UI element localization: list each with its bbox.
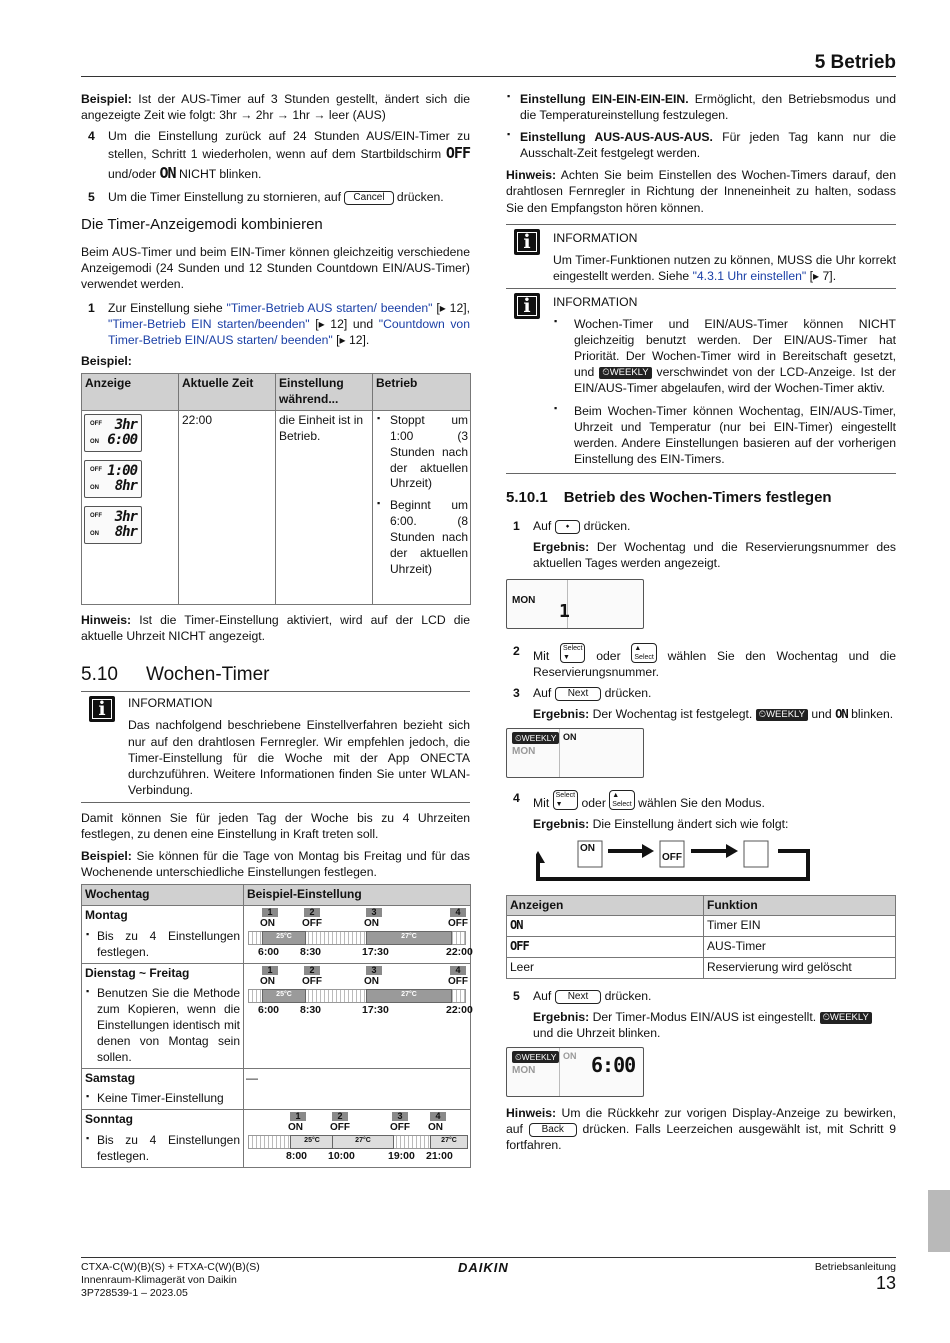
setting-during: die Einheit ist in Betrieb. (276, 411, 373, 605)
right-column (506, 91, 896, 1153)
on-segment (332, 1135, 394, 1149)
slot-number: 3 (366, 908, 382, 917)
th-betrieb: Betrieb (373, 374, 471, 411)
heading-5-10-1: 5.10.1 Betrieb des Wochen-Timers festlegen (506, 488, 832, 506)
weekday-row (82, 963, 471, 1068)
select-down-key[interactable]: Select ▼ (560, 643, 585, 663)
mode-row (507, 937, 896, 958)
bullet-aus: ▪ Einstellung AUS-AUS-AUS-AUS. Für jeden Tag kann nur die Ausschalt-Zeit festgelegt werden. (506, 129, 896, 161)
r-step-1-result: Ergebnis: Der Wochentag und die Reservierungsnummer des aktuellen Tages werden angezeigt. (533, 539, 896, 570)
cycle-off: OFF (662, 851, 682, 863)
mode-row (507, 916, 896, 937)
r-step-3: 3 Auf Next drücken. (513, 686, 652, 701)
r-step-4: 4 Mit Select ▼ oder ▲ Select wählen Sie den Modus. (513, 791, 765, 811)
step-5: 5 Um die Timer Einstellung zu stornieren, auf Cancel drücken. (88, 189, 444, 204)
slot-time: 8:30 (300, 1003, 322, 1016)
weekly-icon: ⏲WEEKLY (820, 1012, 872, 1024)
slot-mode: OFF (302, 975, 322, 987)
temp-label: 25°C (276, 990, 292, 998)
lcd-off-value: 1:00 (107, 463, 137, 480)
select-up-key[interactable]: ▲ Select (609, 790, 634, 810)
slot-time: 21:00 (426, 1150, 453, 1163)
page-number: 13 (875, 1273, 896, 1294)
divider (506, 473, 896, 474)
slot-time: 6:00 (258, 1003, 280, 1016)
current-time: 22:00 (179, 411, 276, 605)
lcd-display-3 (84, 506, 142, 544)
footer-left: CTXA-C(W)(B)(S) + FTXA-C(W)(B)(S) Innenraum-Klimagerät von Daikin 3P728539-1 – 2023.05 (81, 1261, 260, 1300)
lcd-column (82, 411, 179, 605)
slot-number: 3 (392, 1112, 408, 1121)
betrieb-start: ▪ Beginnt um 6:00. (8 Stunden nach der aktuellen Uhrzeit) (376, 498, 468, 577)
weekday-name: Dienstag ~ Freitag (85, 965, 190, 980)
link-uhr-einstellen[interactable]: "4.3.1 Uhr einstellen" (692, 268, 807, 283)
on-segment (290, 1135, 334, 1149)
slot-number: 4 (450, 908, 466, 917)
section-5-10-heading: 5.10 Wochen-Timer (81, 664, 270, 686)
on-segment (366, 931, 452, 945)
slot-mode: ON (364, 918, 379, 930)
info-box-1: i INFORMATION Das nachfolgend beschriebene Einstellverfahren bezieht sich nur auf den drahtlosen Fernregler. Wir empfehlen jedoch, die Timer-Einstellung für die Woche mit der App ONECTA durchzuführen. Weitere Informationen finden Sie unter WLAN-Verbindung. (81, 692, 470, 802)
slot-mode: OFF (390, 1122, 410, 1134)
slot-time: 22:00 (446, 1003, 473, 1016)
timer-bar-example (246, 907, 473, 960)
hinweis-1: Hinweis: Ist die Timer-Einstellung aktiviert, wird auf der LCD die aktuelle Uhrzeit NICHT angezeigt. (81, 613, 470, 644)
th-anzeige: Anzeige (82, 374, 179, 411)
info-box-3: i INFORMATION ▪ Wochen-Timer und EIN/AUS-Timer können NICHT gleichzeitig benutzt werden. Der EIN/AUS-Timer hat Priorität. Der Wochen-Timer wird in Bereitschaft gesetzt, und ⏲WEEKLY verschwindet von der LCD-Anzeige. Ist der EIN/AUS-Timer abgelaufen, wird der Wochen-Timer aktiv. ▪ Beim Wochen-Timer können Wochentag, EIN/AUS-Timer, Uhrzeit und Temperatur (nur bei EIN-Timer) eingestellt werden. Andere Einstellungen basieren auf der vorherigen Einstellung des EIN-Timers. (506, 289, 896, 473)
slot-mode: ON (260, 975, 275, 987)
timer-bar-example (246, 1112, 468, 1164)
slot-mode: OFF (302, 918, 322, 930)
mode-function: AUS-Timer (704, 937, 896, 958)
on-indicator: ON (159, 164, 176, 183)
temp-label: 25°C (276, 933, 292, 941)
slot-number: 1 (262, 908, 278, 917)
heading-combine-modes: Die Timer-Anzeigemodi kombinieren (81, 215, 323, 233)
slot-mode: ON (364, 975, 379, 987)
weekday-name: Montag (85, 908, 128, 923)
slot-time: 6:00 (258, 946, 280, 959)
weekday-row (82, 1110, 471, 1167)
left-column (81, 91, 473, 1168)
mode-cycle-diagram (506, 839, 896, 889)
chapter-tab (928, 1190, 950, 1252)
on-segment (262, 989, 306, 1003)
lcd-mon-3: ⏲WEEKLY ON 6:00 MON (506, 1047, 896, 1099)
slot-time: 17:30 (362, 946, 389, 959)
info-box-2: i INFORMATION Um Timer-Funktionen nutzen zu können, MUSS die Uhr korrekt eingestellt werden. Siehe "4.3.1 Uhr einstellen" [▸ 7]. (506, 225, 896, 288)
example-paragraph-1: Beispiel: Ist der AUS-Timer auf 3 Stunden gestellt, ändert sich die angezeigte Zeit wie folgt: 3hr → 2hr → 1hr → leer (AUS) (81, 92, 470, 123)
link-countdown[interactable]: "Countdown von Timer-Betrieb EIN/AUS starten/ beenden" (108, 317, 470, 348)
divider (81, 802, 470, 803)
th-zeit: Aktuelle Zeit (179, 374, 276, 411)
slot-mode: ON (428, 1122, 443, 1134)
next-key: Next (555, 687, 602, 701)
link-timer-aus[interactable]: "Timer-Betrieb AUS starten/ beenden" (226, 301, 433, 316)
timer-bar-example (246, 964, 473, 1018)
no-setting-dash: — (244, 1068, 471, 1110)
step-1-refs: 1 Zur Einstellung siehe "Timer-Betrieb AUS starten/ beenden" [▸ 12], "Timer-Betrieb EIN starten/beenden" [▸ 12] und "Countdown von Timer-Betrieb EIN/AUS starten/ beenden" [▸ 12]. (88, 301, 471, 348)
slot-time: 19:00 (388, 1150, 415, 1163)
weekday-desc: ▪ Bis zu 4 Einstellungen festlegen. (85, 929, 240, 961)
footer-right: Betriebsanleitung 13 (814, 1261, 896, 1294)
mode-display: Leer (507, 958, 704, 979)
hinweis-2: Hinweis: Achten Sie beim Einstellen des Wochen-Timers darauf, den drahtlosen Fernregler in Richtung der Inneneinheit zu halten, sodass Sie den Empfangston hören können. (506, 168, 896, 215)
weekday-name: Samstag (85, 1070, 136, 1085)
lcd-display-1 (84, 414, 142, 452)
th-einstellung: Einstellung während... (276, 374, 373, 411)
temp-label: 25°C (304, 1137, 320, 1145)
th-beispiel: Beispiel-Einstellung (244, 885, 471, 906)
slot-time: 22:00 (446, 946, 473, 959)
select-up-key[interactable]: ▲ Select (631, 643, 656, 663)
mode-function: Timer EIN (704, 916, 896, 937)
slot-mode: OFF (330, 1122, 350, 1134)
lcd-on-label: ON (90, 439, 99, 446)
section-title: 5 Betrieb (814, 52, 896, 73)
on-segment (262, 931, 306, 945)
on-segment (430, 1135, 468, 1149)
step-4: 4 Um die Einstellung zurück auf 24 Stunden AUS/EIN-Timer zu stellen, Schritt 1 wiederholen, wenn auf dem Startbildschirm OFF und/oder ON NICHT blinken. (88, 129, 470, 183)
lcd-on-value: 8hr (114, 524, 137, 541)
temp-label: 27°C (401, 990, 417, 998)
weekly-example-table (81, 884, 471, 1167)
info-icon (514, 229, 540, 255)
slot-time: 8:30 (300, 946, 322, 959)
lcd-off-value: 3hr (114, 509, 137, 526)
weekly-icon: ⏲WEEKLY (756, 709, 808, 721)
display-mode-table (81, 373, 471, 605)
temp-label: 27°C (401, 933, 417, 941)
mode-function: Reservierung wird gelöscht (704, 958, 896, 979)
cancel-key: Cancel (344, 191, 393, 205)
lcd-on-label: ON (90, 485, 99, 492)
slot-number: 2 (304, 966, 320, 975)
slot-time: 17:30 (362, 1003, 389, 1016)
weekly-icon: ⏲WEEKLY (599, 367, 651, 379)
bullet-ein: ▪ Einstellung EIN-EIN-EIN-EIN. Ermöglicht, den Betriebsmodus und die Temperatureinstellung festzulegen. (506, 91, 896, 123)
header-divider (81, 76, 896, 77)
on-segment (366, 989, 452, 1003)
r-step-2: 2 Mit Select ▼ oder ▲ Select wählen Sie den Wochentag und die Reservierungsnummer. (513, 643, 896, 680)
back-key: Back (529, 1123, 577, 1137)
lcd-on-label: ON (90, 531, 99, 538)
slot-time: 10:00 (328, 1150, 355, 1163)
th-wochentag: Wochentag (82, 885, 244, 906)
temp-label: 27°C (441, 1137, 457, 1145)
slot-mode: OFF (448, 918, 468, 930)
combine-paragraph: Beim AUS-Timer und beim EIN-Timer können gleichzeitig verschiedene Anzeigemodi (24 Sunden und 12 Stunden Countdown EIN/AUS-Timer) verwendet werden. (81, 244, 470, 291)
weekday-row (82, 1068, 471, 1110)
select-down-key[interactable]: Select ▼ (553, 790, 578, 810)
mode-function-table: Anzeigen Funktion ON Timer EIN OFF AUS-Timer Leer Reservierung wird gelöscht (506, 895, 896, 979)
weekday-row (82, 906, 471, 963)
slot-number: 4 (450, 966, 466, 975)
hinweis-3: Hinweis: Um die Rückkehr zur vorigen Display-Anzeige zu bewirken, auf Back drücken. Falls Leerzeichen ausgewählt ist, mit Schritt 9 fortfahren. (506, 1106, 896, 1153)
slot-number: 3 (366, 966, 382, 975)
lcd-mon-2: ⏲WEEKLY ON MON (506, 728, 896, 780)
weekday-desc: ▪ Bis zu 4 Einstellungen festlegen. (85, 1133, 240, 1165)
betrieb-stop: ▪ Stoppt um 1:00 (3 Stunden nach der aktuellen Uhrzeit) (376, 413, 468, 492)
lcd-display-2 (84, 460, 142, 498)
r-step-3-result: Ergebnis: Der Wochentag ist festgelegt. ⏲WEEKLY und ON blinken. (533, 707, 894, 722)
off-indicator: OFF (445, 144, 470, 163)
weekly-timer-key-icon: ⬩ (555, 520, 581, 534)
info-icon (514, 293, 540, 319)
slot-number: 2 (304, 908, 320, 917)
mode-display: OFF (507, 937, 704, 958)
lcd-off-label: OFF (90, 467, 102, 474)
lcd-mon-1: MON 1 (506, 579, 896, 633)
lcd-on-value: 8hr (114, 478, 137, 495)
temp-label: 27°C (355, 1137, 371, 1145)
link-timer-ein[interactable]: "Timer-Betrieb EIN starten/beenden" (108, 317, 310, 332)
cycle-on: ON (580, 842, 595, 854)
r-step-5-result: Ergebnis: Der Timer-Modus EIN/AUS ist eingestellt. ⏲WEEKLY und die Uhrzeit blinken. (506, 1009, 896, 1041)
footer-divider (81, 1257, 896, 1258)
example-label-2: Beispiel: (81, 354, 132, 369)
weekday-desc: ▪ Keine Timer-Einstellung (85, 1091, 240, 1107)
slot-number: 1 (262, 966, 278, 975)
r-step-1: 1 Auf ⬩ drücken. (513, 518, 631, 533)
mode-display: ON (507, 916, 704, 937)
slot-mode: ON (288, 1122, 303, 1134)
slot-number: 2 (332, 1112, 348, 1121)
info-icon (89, 696, 115, 722)
slot-mode: OFF (448, 975, 468, 987)
mode-row (507, 958, 896, 979)
lcd-off-value: 3hr (114, 417, 137, 434)
slot-number: 4 (430, 1112, 446, 1121)
slot-number: 1 (290, 1112, 306, 1121)
lcd-off-label: OFF (90, 421, 102, 428)
example-paragraph-3: Beispiel: Sie können für die Tage von Montag bis Freitag und für das Wochenende unterschiedliche Einstellungen festlegen. (81, 849, 470, 880)
r-step-4-result: Ergebnis: Die Einstellung ändert sich wie folgt: (533, 817, 789, 832)
r-step-5: 5 Auf Next drücken. (513, 988, 652, 1003)
slot-mode: ON (260, 918, 275, 930)
lcd-on-value: 6:00 (107, 432, 137, 449)
next-key: Next (555, 990, 602, 1004)
weekday-desc: ▪ Benutzen Sie die Methode zum Kopieren, wenn die Einstellungen identisch mit denen von Montag sein sollen. (85, 986, 240, 1065)
slot-time: 8:00 (286, 1150, 308, 1163)
woche-paragraph: Damit können Sie für jeden Tag der Woche bis zu 4 Uhrzeiten festlegen, zu denen eine Einstellung in Kraft treten soll. (81, 810, 470, 841)
daikin-logo: DAIKIN (458, 1260, 509, 1275)
lcd-off-label: OFF (90, 513, 102, 520)
weekday-name: Sonntag (85, 1112, 133, 1127)
